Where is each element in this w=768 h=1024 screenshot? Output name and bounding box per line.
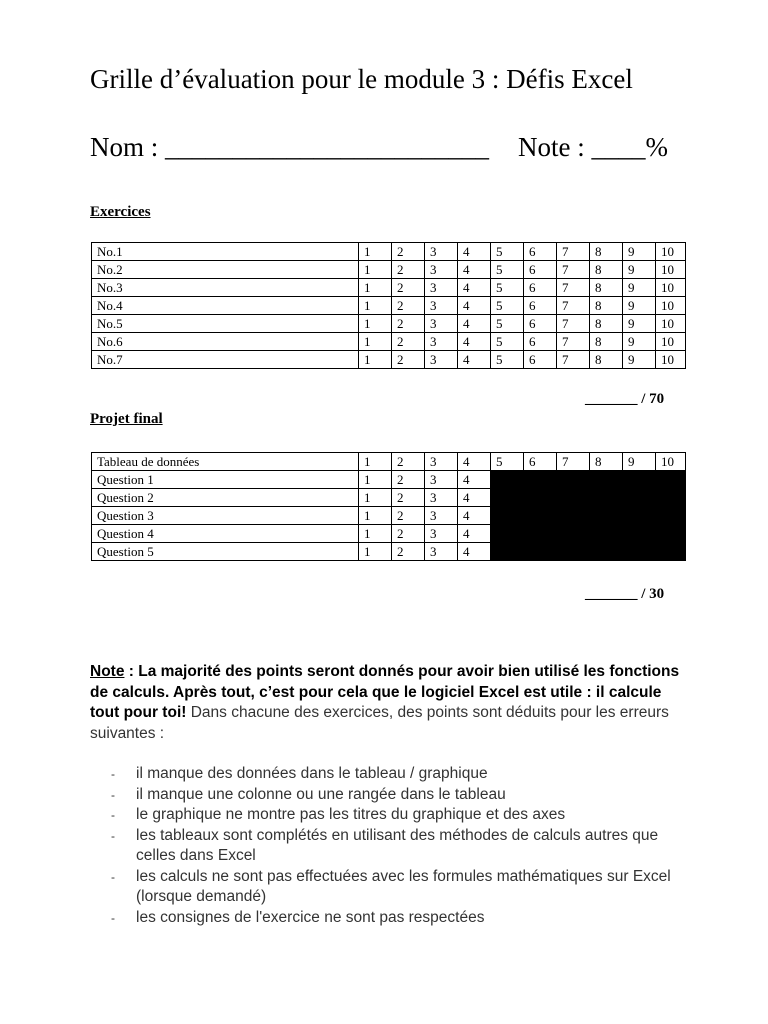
row-label: Tableau de données [92, 453, 359, 471]
score-cell: 1 [359, 453, 392, 471]
score-cell: 4 [458, 525, 491, 543]
score-cell: 2 [392, 525, 425, 543]
score-cell: 9 [623, 453, 656, 471]
score-cell: 1 [359, 489, 392, 507]
score-cell: 3 [425, 315, 458, 333]
score-cell: 2 [392, 261, 425, 279]
score-cell: 1 [359, 297, 392, 315]
page-title: Grille d’évaluation pour le module 3 : Défis Excel [90, 64, 633, 94]
score-cell: 5 [491, 453, 524, 471]
projet-final-total: _______ / 30 [585, 586, 665, 602]
score-cell: 7 [557, 279, 590, 297]
row-label: No.3 [92, 279, 359, 297]
score-cell: 10 [656, 297, 686, 315]
score-cell: 10 [656, 351, 686, 369]
table-row [92, 453, 686, 471]
error-text: il manque une colonne ou une rangée dans le tableau [136, 785, 506, 803]
table-row [92, 507, 686, 525]
score-cell: 10 [656, 315, 686, 333]
dash-bullet-icon: - [111, 787, 115, 802]
score-cell: 9 [623, 315, 656, 333]
score-cell: 1 [359, 507, 392, 525]
score-cell: 2 [392, 297, 425, 315]
score-cell: 10 [656, 261, 686, 279]
score-cell: 1 [359, 471, 392, 489]
score-cell: 6 [524, 351, 557, 369]
blacked-out-cell [524, 525, 557, 543]
error-text: le graphique ne montre pas les titres du graphique et des axes [136, 806, 566, 823]
row-label: Question 4 [92, 525, 359, 543]
score-cell: 8 [590, 315, 623, 333]
score-cell: 3 [425, 279, 458, 297]
score-cell: 1 [359, 315, 392, 333]
error-text: les tableaux sont complétés en utilisant des méthodes de calculs autres que celles dans Excel [136, 826, 659, 864]
score-cell: 2 [392, 507, 425, 525]
blacked-out-cell [557, 507, 590, 525]
score-cell: 4 [458, 333, 491, 351]
score-cell: 10 [656, 453, 686, 471]
row-label: No.5 [92, 315, 359, 333]
score-cell: 2 [392, 351, 425, 369]
table-row [92, 351, 686, 369]
score-cell: 2 [392, 333, 425, 351]
list-item [90, 826, 690, 867]
score-cell: 6 [524, 243, 557, 261]
score-cell: 7 [557, 453, 590, 471]
blacked-out-cell [623, 507, 656, 525]
table-row [92, 525, 686, 543]
score-cell: 4 [458, 261, 491, 279]
row-label: No.1 [92, 243, 359, 261]
score-cell: 7 [557, 261, 590, 279]
score-cell: 2 [392, 543, 425, 561]
score-cell: 3 [425, 525, 458, 543]
score-cell: 1 [359, 543, 392, 561]
score-cell: 7 [557, 315, 590, 333]
score-cell: 3 [425, 453, 458, 471]
exercices-heading: Exercices [90, 204, 151, 220]
table-row [92, 471, 686, 489]
dash-bullet-icon: - [111, 910, 115, 925]
dash-bullet-icon: - [111, 869, 115, 884]
score-cell: 5 [491, 279, 524, 297]
row-label: No.6 [92, 333, 359, 351]
note-bold-text: : La majorité des points seront donnés pour avoir bien utilisé les fonctions de calculs. Après tout, c’est pour cela que le logiciel Excel est utile : il calcule tout pour toi! [90, 663, 680, 721]
blacked-out-cell [590, 543, 623, 561]
score-cell: 9 [623, 351, 656, 369]
score-cell: 2 [392, 489, 425, 507]
score-cell: 9 [623, 261, 656, 279]
score-cell: 1 [359, 351, 392, 369]
score-cell: 2 [392, 471, 425, 489]
table-row [92, 297, 686, 315]
table-row [92, 489, 686, 507]
score-cell: 4 [458, 489, 491, 507]
error-text: les consignes de l'exercice ne sont pas respectées [136, 908, 485, 926]
blacked-out-cell [557, 471, 590, 489]
score-cell: 4 [458, 279, 491, 297]
score-cell: 8 [590, 297, 623, 315]
score-cell: 4 [458, 543, 491, 561]
score-cell: 5 [491, 297, 524, 315]
score-cell: 3 [425, 351, 458, 369]
score-cell: 3 [425, 333, 458, 351]
score-cell: 8 [590, 243, 623, 261]
note-text: Dans chacune des exercices, des points sont déduits pour les erreurs suivantes : [90, 704, 669, 742]
error-list [90, 764, 690, 928]
score-cell: 4 [458, 453, 491, 471]
blacked-out-cell [590, 507, 623, 525]
blacked-out-cell [623, 543, 656, 561]
list-item [90, 908, 690, 929]
name-field-line: Nom : ________________________ [90, 132, 490, 162]
score-cell: 2 [392, 279, 425, 297]
list-item [90, 764, 690, 785]
blacked-out-cell [491, 543, 524, 561]
score-cell: 4 [458, 243, 491, 261]
score-cell: 3 [425, 243, 458, 261]
score-cell: 5 [491, 243, 524, 261]
exercices-table [91, 242, 686, 369]
score-cell: 2 [392, 243, 425, 261]
error-text: il manque des données dans le tableau / graphique [136, 765, 488, 782]
score-cell: 8 [590, 351, 623, 369]
score-cell: 7 [557, 243, 590, 261]
score-cell: 5 [491, 315, 524, 333]
blacked-out-cell [557, 525, 590, 543]
table-row [92, 543, 686, 561]
score-cell: 8 [590, 333, 623, 351]
score-cell: 1 [359, 243, 392, 261]
score-cell: 2 [392, 453, 425, 471]
blacked-out-cell [524, 489, 557, 507]
score-cell: 4 [458, 507, 491, 525]
row-label: Question 1 [92, 471, 359, 489]
blacked-out-cell [623, 471, 656, 489]
score-cell: 6 [524, 315, 557, 333]
score-cell: 1 [359, 279, 392, 297]
score-cell: 9 [623, 297, 656, 315]
score-cell: 3 [425, 507, 458, 525]
row-label: Question 3 [92, 507, 359, 525]
blacked-out-cell [491, 507, 524, 525]
row-label: Question 2 [92, 489, 359, 507]
table-row [92, 315, 686, 333]
score-cell: 8 [590, 279, 623, 297]
score-cell: 4 [458, 471, 491, 489]
score-cell: 5 [491, 261, 524, 279]
score-cell: 9 [623, 243, 656, 261]
dash-bullet-icon: - [111, 767, 115, 781]
blacked-out-cell [491, 471, 524, 489]
score-cell: 2 [392, 315, 425, 333]
score-cell: 1 [359, 333, 392, 351]
blacked-out-cell [491, 489, 524, 507]
grade-field-line: Note : ____% [518, 132, 668, 162]
score-cell: 6 [524, 261, 557, 279]
projet-final-heading: Projet final [90, 411, 163, 427]
list-item [90, 805, 690, 826]
score-cell: 4 [458, 315, 491, 333]
blacked-out-cell [557, 489, 590, 507]
blacked-out-cell [656, 471, 686, 489]
score-cell: 6 [524, 453, 557, 471]
blacked-out-cell [623, 525, 656, 543]
score-cell: 9 [623, 279, 656, 297]
score-cell: 5 [491, 351, 524, 369]
row-label: No.7 [92, 351, 359, 369]
score-cell: 3 [425, 261, 458, 279]
blacked-out-cell [524, 507, 557, 525]
note-label: Note [90, 663, 125, 680]
blacked-out-cell [590, 525, 623, 543]
score-cell: 1 [359, 525, 392, 543]
table-row [92, 279, 686, 297]
projet-final-table [91, 452, 686, 561]
score-cell: 6 [524, 297, 557, 315]
blacked-out-cell [656, 507, 686, 525]
score-cell: 3 [425, 297, 458, 315]
dash-bullet-icon: - [111, 808, 115, 822]
dash-bullet-icon: - [111, 828, 115, 843]
error-text: les calculs ne sont pas effectuées avec les formules mathématiques sur Excel (lorsque demandé) [136, 867, 671, 905]
table-row [92, 243, 686, 261]
score-cell: 4 [458, 351, 491, 369]
blacked-out-cell [590, 489, 623, 507]
row-label: No.4 [92, 297, 359, 315]
score-cell: 3 [425, 489, 458, 507]
score-cell: 3 [425, 543, 458, 561]
score-cell: 7 [557, 351, 590, 369]
blacked-out-cell [524, 471, 557, 489]
score-cell: 1 [359, 261, 392, 279]
blacked-out-cell [656, 543, 686, 561]
score-cell: 8 [590, 453, 623, 471]
list-item [90, 867, 690, 908]
row-label: Question 5 [92, 543, 359, 561]
score-cell: 4 [458, 297, 491, 315]
blacked-out-cell [557, 543, 590, 561]
score-cell: 10 [656, 243, 686, 261]
score-cell: 5 [491, 333, 524, 351]
blacked-out-cell [524, 543, 557, 561]
row-label: No.2 [92, 261, 359, 279]
score-cell: 9 [623, 333, 656, 351]
list-item [90, 785, 690, 806]
score-cell: 6 [524, 279, 557, 297]
blacked-out-cell [491, 525, 524, 543]
score-cell: 3 [425, 471, 458, 489]
blacked-out-cell [623, 489, 656, 507]
score-cell: 10 [656, 333, 686, 351]
note-paragraph [90, 662, 690, 744]
score-cell: 8 [590, 261, 623, 279]
table-row [92, 261, 686, 279]
blacked-out-cell [656, 525, 686, 543]
score-cell: 6 [524, 333, 557, 351]
table-row [92, 333, 686, 351]
blacked-out-cell [656, 489, 686, 507]
score-cell: 7 [557, 333, 590, 351]
exercices-total: _______ / 70 [585, 391, 665, 407]
blacked-out-cell [590, 471, 623, 489]
score-cell: 7 [557, 297, 590, 315]
score-cell: 10 [656, 279, 686, 297]
